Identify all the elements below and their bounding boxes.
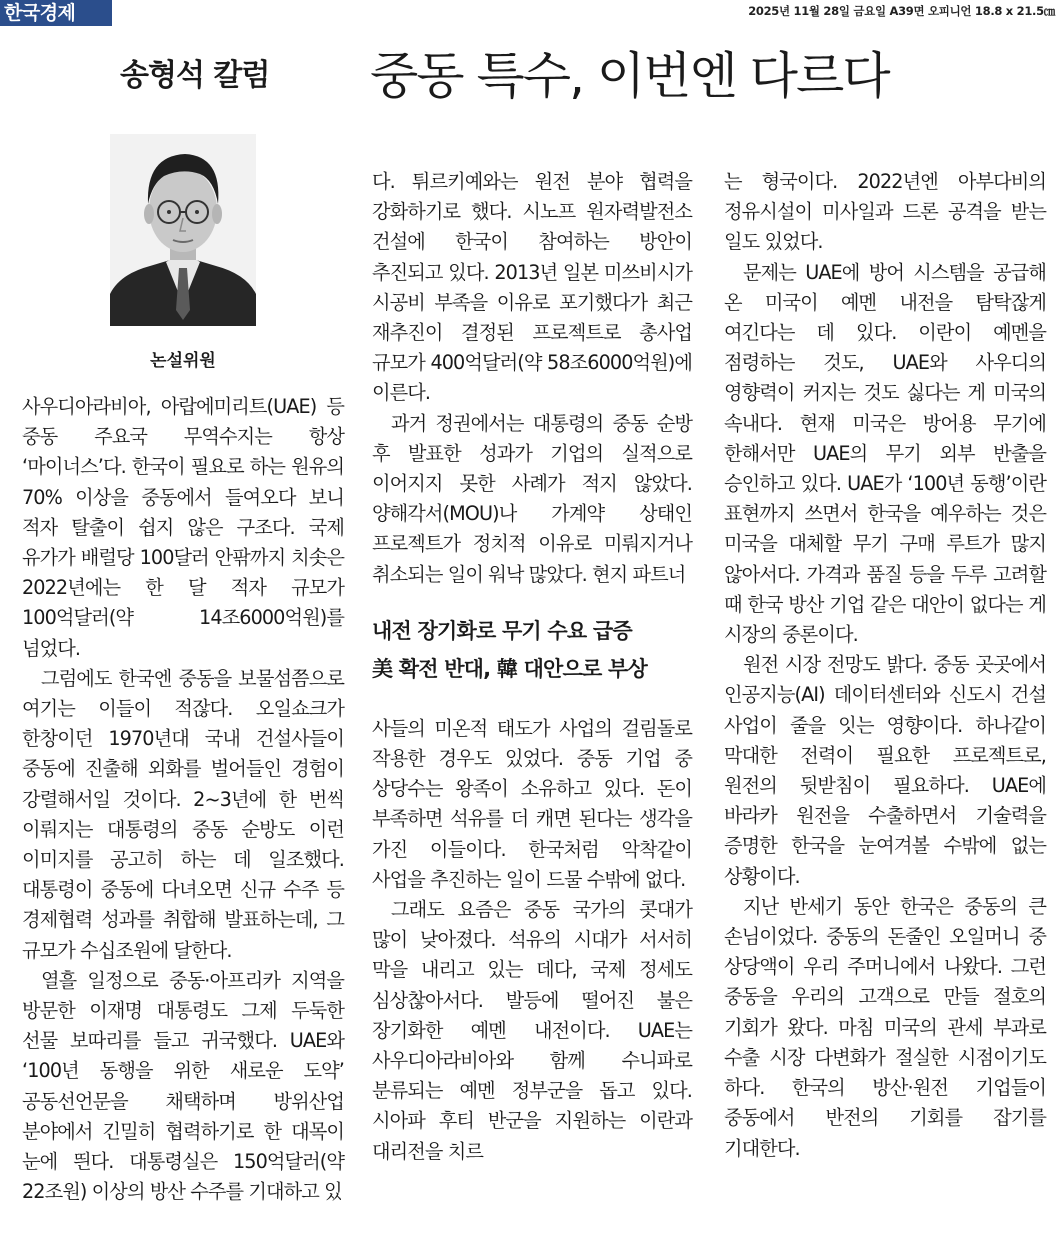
paragraph: 열흘 일정으로 중동·아프리카 지역을 방문한 이재명 대통령도 그제 두둑한 선물 보따리를 들고 귀국했다. UAE와 ‘100년 동행을 위한 새로운 도약’ 공동선언문을 채택하며 방위산업 분야에서 긴밀히 협력하기로 한 대목이 눈에 띈다. 대통령실은 150억달러(약 22조원) 이상의 방산 수주를 기대하고 있 — [22, 968, 344, 1204]
author-role: 논설위원 — [150, 351, 216, 371]
article-column-2 — [372, 167, 692, 1167]
paragraph: 그럼에도 한국엔 중동을 보물섬쯤으로 여기는 이들이 적잖다. 오일쇼크가 한창이던 1970년대 국내 건설사들이 중동에 진출해 외화를 벌어들인 경험이 강렬해서일 것이다. 2~3년에 한 번씩 이뤄지는 대통령의 중동 순방도 이런 이미지를 공고히 하는 데 일조했다. 대통령이 중동에 다녀오면 신규 수주 등 경제협력 성과를 취합해 발표하는데, 그 규모가 수십조원에 달한다. — [22, 666, 344, 962]
paragraph: 원전 시장 전망도 밝다. 중동 곳곳에서 인공지능(AI) 데이터센터와 신도시 건설 사업이 줄을 잇는 영향이다. 하나같이 막대한 전력이 필요한 프로젝트로, 원전의 뒷받침이 필요하다. UAE에 바라카 원전을 수출하면서 기술력을 증명한 한국을 눈여겨볼 수밖에 없는 상황이다. — [724, 653, 1046, 888]
print-meta: 2025년 11월 28일 금요일 A39면 오피니언 18.8 x 21.5㎝ — [748, 4, 1055, 18]
subheadline-line: 美 확전 반대, 韓 대안으로 부상 — [372, 656, 647, 681]
paragraph: 과거 정권에서는 대통령의 중동 순방 후 발표한 성과가 기업의 실적으로 이어지지 못한 사례가 적지 않았다. 양해각서(MOU)나 가계약 상태인 프로젝트가 정치적 이유로 미뤄지거나 취소되는 일이 워낙 많았다. 현지 파트너 — [372, 411, 692, 586]
author-photo — [110, 134, 256, 326]
paragraph: 문제는 UAE에 방어 시스템을 공급해 온 미국이 예멘 내전을 탐탁잖게 여긴다는 데 있다. 이란이 예멘을 점령하는 것도, UAE와 사우디의 영향력이 커지는 것도 싫다는 게 미국의 속내다. 현재 미국은 방어용 무기에 한해서만 UAE의 무기 외부 반출을 승인하고 있다. UAE가 ‘100년 동행’이란 표현까지 쓰면서 한국을 예우하는 것은 미국을 대체할 무기 구매 루트가 많지 않아서다. 가격과 품질 등을 두루 고려할 때 한국 방산 기업 같은 대안이 없다는 게 시장의 중론이다. — [724, 260, 1046, 647]
newspaper-logo: 한국경제 — [0, 0, 112, 26]
paragraph: 사우디아라비아, 아랍에미리트(UAE) 등 중동 주요국 무역수지는 항상 ‘마이너스’다. 한국이 필요로 하는 원유의 70% 이상을 중동에서 들여오다 보니 적자 탈출이 쉽지 않은 구조다. 국제 유가가 배럴당 100달러 안팎까지 치솟은 2022년에는 한 달 적자 규모가 100억달러(약 14조6000억원)를 넘었다. — [22, 395, 344, 660]
paragraph: 지난 반세기 동안 한국은 중동의 큰 손님이었다. 중동의 돈줄인 오일머니 중 상당액이 우리 주머니에서 나왔다. 그런 중동을 우리의 고객으로 만들 절호의 기회가 왔다. 마침 미국의 관세 부과로 수출 시장 다변화가 절실한 시점이기도 하다. 한국의 방산·원전 기업들이 중동에서 반전의 기회를 잡기를 기대한다. — [724, 894, 1046, 1160]
author-portrait-image — [110, 134, 256, 326]
article-subheadline — [372, 612, 692, 688]
page-title: 중동 특수, 이번엔 다르다 — [370, 47, 889, 105]
column-byline: 송형석 칼럼 — [120, 58, 270, 93]
paragraph: 그래도 요즘은 중동 국가의 콧대가 많이 낮아졌다. 석유의 시대가 서서히 막을 내리고 있는 데다, 국제 정세도 심상찮아서다. 발등에 떨어진 불은 장기화한 예멘 내전이다. UAE는 사우디아라비아와 함께 수니파로 분류되는 예멘 정부군을 돕고 있다. 시아파 후티 반군을 지원하는 이란과 대리전을 치르 — [372, 898, 692, 1163]
subheadline-line: 내전 장기화로 무기 수요 급증 — [372, 618, 632, 643]
article-column-3 — [724, 167, 1046, 1164]
paragraph: 다. 튀르키예와는 원전 분야 협력을 강화하기로 했다. 시노프 원자력발전소 건설에 한국이 참여하는 방안이 추진되고 있다. 2013년 일본 미쓰비시가 시공비 부족을 이유로 포기했다가 최근 재추진이 결정된 프로젝트로 총사업 규모가 400억달러(약 58조6000억원)에 이른다. — [372, 170, 692, 405]
paragraph: 사들의 미온적 태도가 사업의 걸림돌로 작용한 경우도 있었다. 중동 기업 중 상당수는 왕족이 소유하고 있다. 돈이 부족하면 석유를 더 캐면 된다는 생각을 가진 이들이다. 한국처럼 악착같이 사업을 추진하는 일이 드물 수밖에 없다. — [372, 716, 692, 891]
article-column-1 — [22, 392, 344, 1207]
paragraph: 는 형국이다. 2022년엔 아부다비의 정유시설이 미사일과 드론 공격을 받는 일도 있었다. — [724, 170, 1046, 254]
